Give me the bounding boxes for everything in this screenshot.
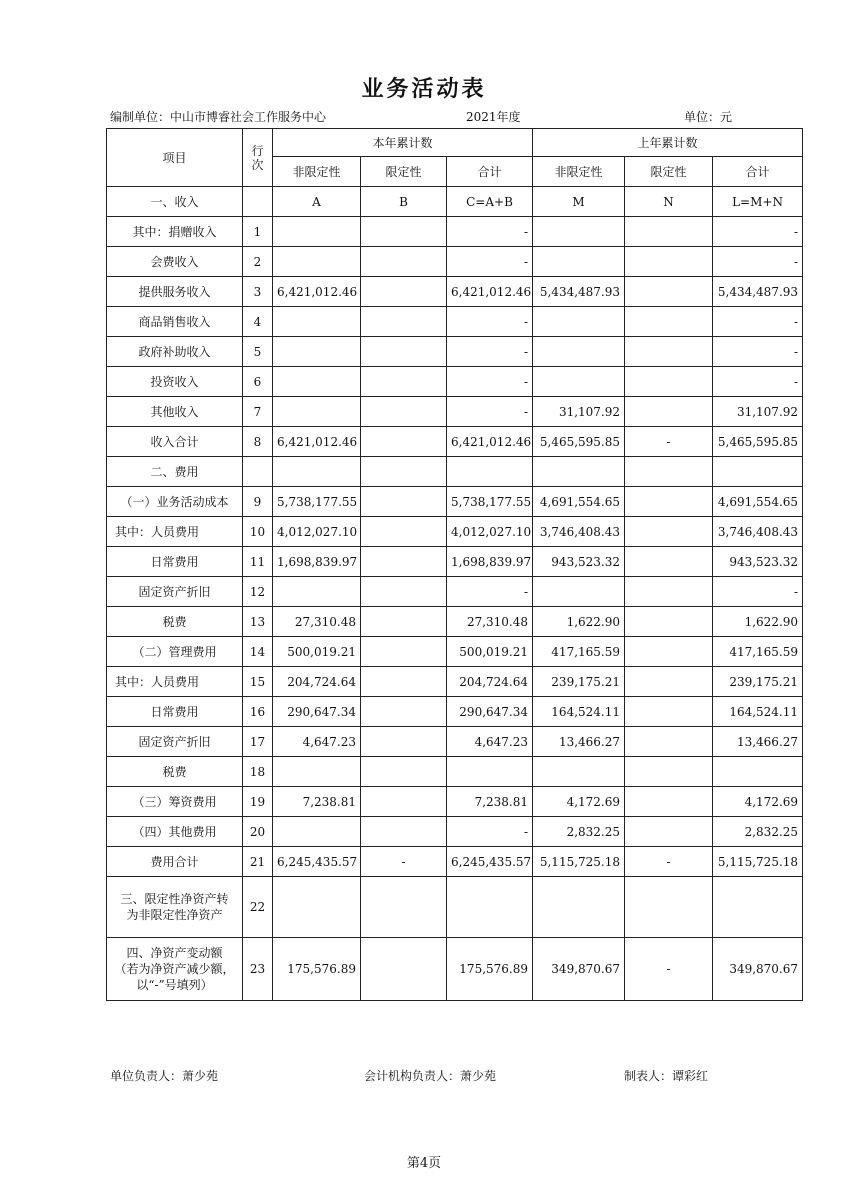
cell-m bbox=[533, 577, 625, 607]
cell-b bbox=[361, 637, 447, 667]
cell-b bbox=[361, 727, 447, 757]
row-item-line: 为非限定性净资产 bbox=[126, 908, 223, 922]
cell-a bbox=[273, 877, 361, 938]
header-current-total: 合计 bbox=[447, 157, 533, 187]
cell-b bbox=[361, 517, 447, 547]
table-row bbox=[107, 847, 803, 877]
header-prior-restricted: 限定性 bbox=[625, 157, 713, 187]
row-line-no: 7 bbox=[243, 397, 273, 427]
row-item: 日常费用 bbox=[107, 697, 243, 727]
cell-c: - bbox=[447, 247, 533, 277]
cell-b bbox=[361, 307, 447, 337]
cell-b: B bbox=[361, 187, 447, 217]
cell-l bbox=[713, 457, 803, 487]
cell-n bbox=[625, 247, 713, 277]
cell-m bbox=[533, 217, 625, 247]
cell-l: 5,434,487.93 bbox=[713, 277, 803, 307]
table-row bbox=[107, 517, 803, 547]
cell-m bbox=[533, 877, 625, 938]
cell-n: N bbox=[625, 187, 713, 217]
table-row bbox=[107, 607, 803, 637]
table-body bbox=[107, 129, 803, 1001]
row-item: 固定资产折旧 bbox=[107, 727, 243, 757]
cell-m bbox=[533, 757, 625, 787]
cell-m: 417,165.59 bbox=[533, 637, 625, 667]
row-item: （一）业务活动成本 bbox=[107, 487, 243, 517]
cell-a bbox=[273, 217, 361, 247]
cell-c: 4,012,027.10 bbox=[447, 517, 533, 547]
cell-l: 943,523.32 bbox=[713, 547, 803, 577]
cell-l: 31,107.92 bbox=[713, 397, 803, 427]
row-item: 二、费用 bbox=[107, 457, 243, 487]
cell-l: 4,691,554.65 bbox=[713, 487, 803, 517]
cell-a bbox=[273, 457, 361, 487]
cell-b bbox=[361, 367, 447, 397]
row-item: 税费 bbox=[107, 757, 243, 787]
cell-b bbox=[361, 487, 447, 517]
page-number: 第4页 bbox=[406, 1156, 442, 1171]
cell-n bbox=[625, 457, 713, 487]
table-row bbox=[107, 457, 803, 487]
signature-accounting-head: 会计机构负责人：萧少苑 bbox=[364, 1069, 497, 1083]
cell-b bbox=[361, 397, 447, 427]
cell-n bbox=[625, 397, 713, 427]
row-item: 其中：人员费用 bbox=[107, 667, 243, 697]
cell-l: 417,165.59 bbox=[713, 637, 803, 667]
cell-m bbox=[533, 337, 625, 367]
cell-n bbox=[625, 517, 713, 547]
cell-l: 3,746,408.43 bbox=[713, 517, 803, 547]
row-line-no: 4 bbox=[243, 307, 273, 337]
row-line-no: 18 bbox=[243, 757, 273, 787]
table-row bbox=[107, 727, 803, 757]
cell-m: 4,172.69 bbox=[533, 787, 625, 817]
row-item-line: 以“-”号填列） bbox=[136, 978, 213, 992]
row-item: 其中：捐赠收入 bbox=[107, 217, 243, 247]
row-line-no: 10 bbox=[243, 517, 273, 547]
cell-b bbox=[361, 427, 447, 457]
cell-n: - bbox=[625, 938, 713, 1001]
row-item: （二）管理费用 bbox=[107, 637, 243, 667]
cell-m: 349,870.67 bbox=[533, 938, 625, 1001]
row-item: 费用合计 bbox=[107, 847, 243, 877]
row-line-no: 9 bbox=[243, 487, 273, 517]
header-prior-year: 上年累计数 bbox=[533, 129, 803, 157]
header-line-no-text: 行次 bbox=[251, 143, 264, 172]
row-item: 日常费用 bbox=[107, 547, 243, 577]
cell-a: 204,724.64 bbox=[273, 667, 361, 697]
cell-a: 6,421,012.46 bbox=[273, 277, 361, 307]
cell-a: A bbox=[273, 187, 361, 217]
cell-b bbox=[361, 547, 447, 577]
table-row bbox=[107, 757, 803, 787]
cell-m: 943,523.32 bbox=[533, 547, 625, 577]
cell-n bbox=[625, 637, 713, 667]
cell-c: 6,421,012.46 bbox=[447, 427, 533, 457]
cell-b bbox=[361, 757, 447, 787]
table-row bbox=[107, 307, 803, 337]
cell-m: 3,746,408.43 bbox=[533, 517, 625, 547]
cell-b bbox=[361, 337, 447, 367]
cell-c bbox=[447, 757, 533, 787]
cell-m: 5,115,725.18 bbox=[533, 847, 625, 877]
row-line-no: 19 bbox=[243, 787, 273, 817]
cell-n bbox=[625, 367, 713, 397]
cell-n bbox=[625, 217, 713, 247]
table-row bbox=[107, 577, 803, 607]
cell-l: 164,524.11 bbox=[713, 697, 803, 727]
row-item: 商品销售收入 bbox=[107, 307, 243, 337]
cell-c bbox=[447, 877, 533, 938]
cell-l: - bbox=[713, 367, 803, 397]
cell-m: 164,524.11 bbox=[533, 697, 625, 727]
cell-l: 239,175.21 bbox=[713, 667, 803, 697]
signature-preparer: 制表人：谭彩红 bbox=[624, 1069, 709, 1083]
row-item bbox=[107, 877, 243, 938]
table-row bbox=[107, 397, 803, 427]
cell-l: L=M+N bbox=[713, 187, 803, 217]
cell-n bbox=[625, 697, 713, 727]
table-row bbox=[107, 547, 803, 577]
cell-a bbox=[273, 577, 361, 607]
cell-a: 7,238.81 bbox=[273, 787, 361, 817]
cell-n bbox=[625, 577, 713, 607]
row-item: 其中：人员费用 bbox=[107, 517, 243, 547]
row-line-no: 5 bbox=[243, 337, 273, 367]
cell-a bbox=[273, 307, 361, 337]
row-line-no: 13 bbox=[243, 607, 273, 637]
table-row bbox=[107, 938, 803, 1001]
row-line-no: 23 bbox=[243, 938, 273, 1001]
cell-b bbox=[361, 787, 447, 817]
cell-l: 4,172.69 bbox=[713, 787, 803, 817]
row-item: 一、收入 bbox=[107, 187, 243, 217]
cell-c: C=A+B bbox=[447, 187, 533, 217]
cell-m: 13,466.27 bbox=[533, 727, 625, 757]
header-current-unrestricted: 非限定性 bbox=[273, 157, 361, 187]
cell-b: - bbox=[361, 847, 447, 877]
cell-l bbox=[713, 877, 803, 938]
table-row bbox=[107, 877, 803, 938]
cell-c: 5,738,177.55 bbox=[447, 487, 533, 517]
cell-l: 2,832.25 bbox=[713, 817, 803, 847]
table-row bbox=[107, 367, 803, 397]
row-line-no: 12 bbox=[243, 577, 273, 607]
cell-c: 6,245,435.57 bbox=[447, 847, 533, 877]
cell-m: 2,832.25 bbox=[533, 817, 625, 847]
cell-b bbox=[361, 938, 447, 1001]
cell-l: 13,466.27 bbox=[713, 727, 803, 757]
signature-unit-head: 单位负责人：萧少苑 bbox=[110, 1069, 219, 1083]
cell-c: 204,724.64 bbox=[447, 667, 533, 697]
row-item: 会费收入 bbox=[107, 247, 243, 277]
cell-m: 1,622.90 bbox=[533, 607, 625, 637]
cell-n bbox=[625, 547, 713, 577]
cell-a: 6,245,435.57 bbox=[273, 847, 361, 877]
cell-m: 5,434,487.93 bbox=[533, 277, 625, 307]
row-line-no: 21 bbox=[243, 847, 273, 877]
table-row bbox=[107, 277, 803, 307]
table-row bbox=[107, 217, 803, 247]
row-line-no: 16 bbox=[243, 697, 273, 727]
cell-m bbox=[533, 457, 625, 487]
row-line-no: 22 bbox=[243, 877, 273, 938]
currency-unit: 单位：元 bbox=[684, 110, 733, 124]
cell-a bbox=[273, 817, 361, 847]
table-row bbox=[107, 817, 803, 847]
cell-a bbox=[273, 247, 361, 277]
cell-m bbox=[533, 247, 625, 277]
row-line-no: 1 bbox=[243, 217, 273, 247]
cell-m: 239,175.21 bbox=[533, 667, 625, 697]
cell-b bbox=[361, 607, 447, 637]
cell-l: - bbox=[713, 247, 803, 277]
table-row bbox=[107, 637, 803, 667]
row-line-no: 20 bbox=[243, 817, 273, 847]
cell-n bbox=[625, 307, 713, 337]
row-item: 提供服务收入 bbox=[107, 277, 243, 307]
row-item-line: 四、净资产变动额 bbox=[126, 946, 223, 960]
cell-m: 31,107.92 bbox=[533, 397, 625, 427]
cell-c: - bbox=[447, 817, 533, 847]
cell-n bbox=[625, 607, 713, 637]
cell-b bbox=[361, 667, 447, 697]
cell-c: 27,310.48 bbox=[447, 607, 533, 637]
row-line-no: 11 bbox=[243, 547, 273, 577]
cell-l: - bbox=[713, 307, 803, 337]
row-line-no: 6 bbox=[243, 367, 273, 397]
cell-a: 6,421,012.46 bbox=[273, 427, 361, 457]
cell-c: 500,019.21 bbox=[447, 637, 533, 667]
cell-b bbox=[361, 277, 447, 307]
cell-c bbox=[447, 457, 533, 487]
cell-n bbox=[625, 727, 713, 757]
cell-l: 5,465,595.85 bbox=[713, 427, 803, 457]
cell-b bbox=[361, 877, 447, 938]
row-item: 税费 bbox=[107, 607, 243, 637]
row-item: 政府补助收入 bbox=[107, 337, 243, 367]
header-prior-total: 合计 bbox=[713, 157, 803, 187]
cell-c: - bbox=[447, 217, 533, 247]
activity-statement-table bbox=[106, 128, 803, 1001]
cell-c: - bbox=[447, 337, 533, 367]
cell-a: 5,738,177.55 bbox=[273, 487, 361, 517]
cell-l: - bbox=[713, 577, 803, 607]
cell-a: 27,310.48 bbox=[273, 607, 361, 637]
cell-c: - bbox=[447, 577, 533, 607]
cell-c: 7,238.81 bbox=[447, 787, 533, 817]
report-year: 2021年度 bbox=[466, 110, 521, 124]
table-row bbox=[107, 787, 803, 817]
cell-m bbox=[533, 367, 625, 397]
cell-a: 4,012,027.10 bbox=[273, 517, 361, 547]
cell-l: 349,870.67 bbox=[713, 938, 803, 1001]
row-line-no: 15 bbox=[243, 667, 273, 697]
cell-b bbox=[361, 817, 447, 847]
row-line-no: 8 bbox=[243, 427, 273, 457]
table-row bbox=[107, 187, 803, 217]
cell-c: 4,647.23 bbox=[447, 727, 533, 757]
cell-c: 175,576.89 bbox=[447, 938, 533, 1001]
cell-a: 1,698,839.97 bbox=[273, 547, 361, 577]
cell-a: 175,576.89 bbox=[273, 938, 361, 1001]
table-row bbox=[107, 697, 803, 727]
cell-l: 1,622.90 bbox=[713, 607, 803, 637]
cell-c: 290,647.34 bbox=[447, 697, 533, 727]
cell-n bbox=[625, 667, 713, 697]
row-line-no bbox=[243, 187, 273, 217]
cell-b bbox=[361, 247, 447, 277]
table-row bbox=[107, 427, 803, 457]
cell-c: - bbox=[447, 397, 533, 427]
cell-m: 4,691,554.65 bbox=[533, 487, 625, 517]
row-item: 固定资产折旧 bbox=[107, 577, 243, 607]
cell-b bbox=[361, 697, 447, 727]
row-line-no bbox=[243, 457, 273, 487]
row-line-no: 14 bbox=[243, 637, 273, 667]
cell-n bbox=[625, 757, 713, 787]
cell-n bbox=[625, 337, 713, 367]
cell-n bbox=[625, 877, 713, 938]
header-prior-unrestricted: 非限定性 bbox=[533, 157, 625, 187]
cell-a: 290,647.34 bbox=[273, 697, 361, 727]
cell-n: - bbox=[625, 847, 713, 877]
row-item bbox=[107, 938, 243, 1001]
row-line-no: 2 bbox=[243, 247, 273, 277]
row-item: 其他收入 bbox=[107, 397, 243, 427]
cell-m: M bbox=[533, 187, 625, 217]
cell-a bbox=[273, 367, 361, 397]
row-item-line: 三、限定性净资产转 bbox=[120, 892, 229, 906]
cell-a bbox=[273, 337, 361, 367]
cell-c: 6,421,012.46 bbox=[447, 277, 533, 307]
row-item-line: （若为净资产减少额， bbox=[114, 962, 235, 976]
cell-n bbox=[625, 817, 713, 847]
compiling-unit: 编制单位：中山市博睿社会工作服务中心 bbox=[110, 110, 327, 124]
cell-n: - bbox=[625, 427, 713, 457]
cell-c: 1,698,839.97 bbox=[447, 547, 533, 577]
row-item: （三）筹资费用 bbox=[107, 787, 243, 817]
cell-n bbox=[625, 787, 713, 817]
cell-l: - bbox=[713, 337, 803, 367]
cell-m: 5,465,595.85 bbox=[533, 427, 625, 457]
table-row bbox=[107, 487, 803, 517]
cell-b bbox=[361, 457, 447, 487]
cell-b bbox=[361, 217, 447, 247]
row-line-no: 17 bbox=[243, 727, 273, 757]
cell-l bbox=[713, 757, 803, 787]
cell-c: - bbox=[447, 307, 533, 337]
table-row bbox=[107, 337, 803, 367]
header-line-no bbox=[243, 129, 273, 187]
cell-n bbox=[625, 487, 713, 517]
report-title: 业务活动表 bbox=[361, 76, 487, 102]
header-current-restricted: 限定性 bbox=[361, 157, 447, 187]
cell-l: - bbox=[713, 217, 803, 247]
cell-l: 5,115,725.18 bbox=[713, 847, 803, 877]
cell-n bbox=[625, 277, 713, 307]
table-row bbox=[107, 667, 803, 697]
header-item: 项目 bbox=[107, 129, 243, 187]
cell-b bbox=[361, 577, 447, 607]
header-current-year: 本年累计数 bbox=[273, 129, 533, 157]
cell-a bbox=[273, 397, 361, 427]
row-item: 收入合计 bbox=[107, 427, 243, 457]
cell-a bbox=[273, 757, 361, 787]
cell-m bbox=[533, 307, 625, 337]
header-row-1 bbox=[107, 129, 803, 157]
cell-a: 4,647.23 bbox=[273, 727, 361, 757]
row-item: （四）其他费用 bbox=[107, 817, 243, 847]
row-item: 投资收入 bbox=[107, 367, 243, 397]
cell-a: 500,019.21 bbox=[273, 637, 361, 667]
cell-c: - bbox=[447, 367, 533, 397]
row-line-no: 3 bbox=[243, 277, 273, 307]
table-row bbox=[107, 247, 803, 277]
